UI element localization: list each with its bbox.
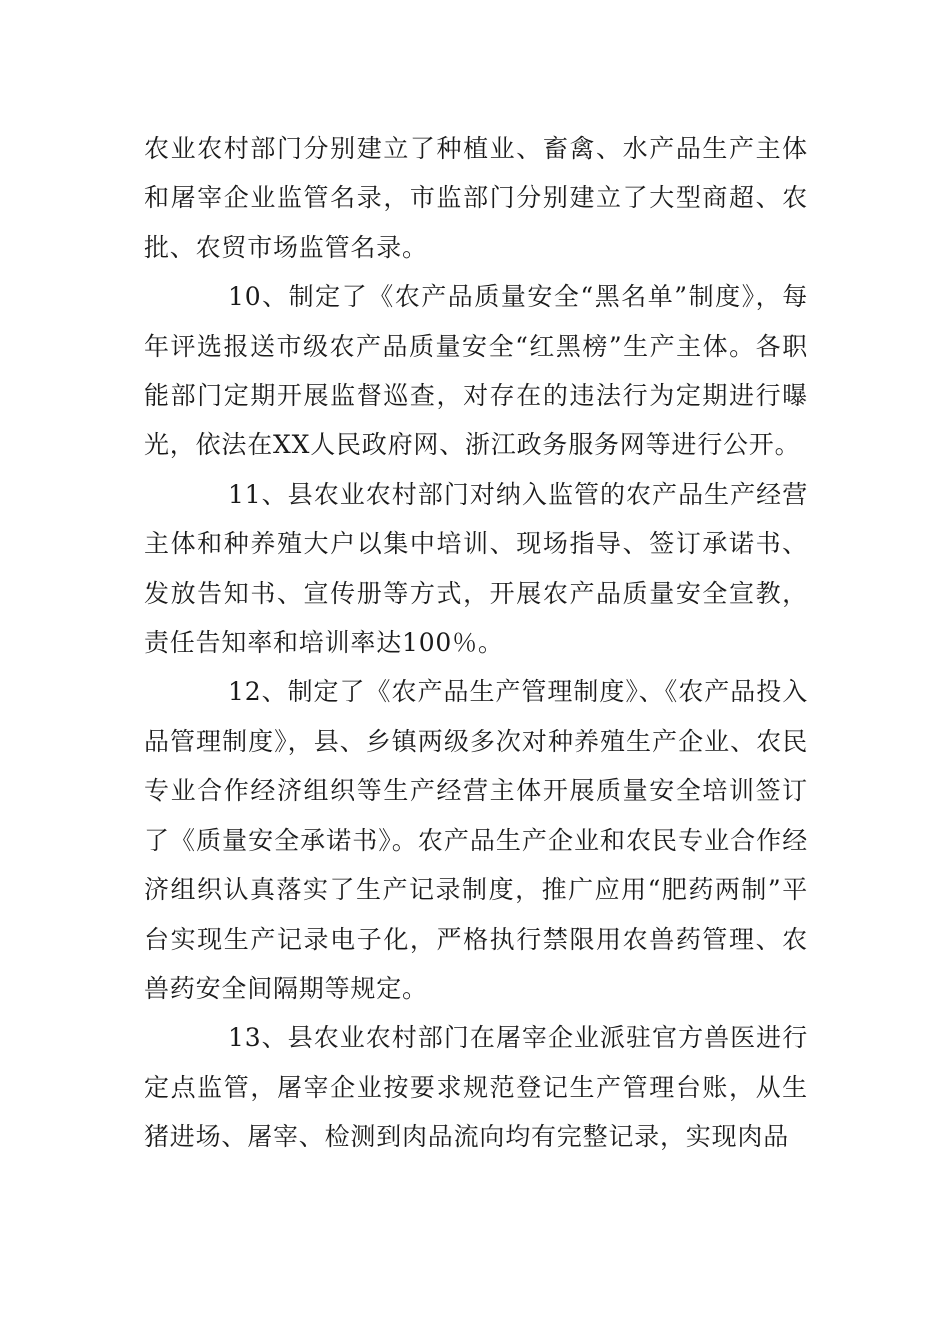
paragraph-continued: 农业农村部门分别建立了种植业、畜禽、水产品生产主体和屠宰企业监管名录，市监部门分别建立了大型商超、农批、农贸市场监管名录。 — [144, 134, 808, 262]
paragraph-10: 10、制定了《农产品质量安全“黑名单”制度》，每年评选报送市级农产品质量安全“红黑榜”生产主体。各职能部门定期开展监督巡查，对存在的违法行为定期进行曝光，依法在XX人民政府网、浙江政务服务网等进行公开。 — [144, 282, 808, 460]
paragraph-11: 11、县农业农村部门对纳入监管的农产品生产经营主体和种养殖大户以集中培训、现场指导、签订承诺书、发放告知书、宣传册等方式，开展农产品质量安全宣教，责任告知率和培训率达100％。 — [144, 479, 808, 658]
paragraph-13: 13、县农业农村部门在屠宰企业派驻官方兽医进行定点监管，屠宰企业按要求规范登记生产管理台账，从生猪进场、屠宰、检测到肉品流向均有完整记录，实现肉品 — [144, 1023, 808, 1152]
document-body — [144, 124, 808, 1162]
paragraph-12: 12、制定了《农产品生产管理制度》、《农产品投入品管理制度》，县、乡镇两级多次对种养殖生产企业、农民专业合作经济组织等生产经营主体开展质量安全培训签订了《质量安全承诺书》。农产品生产企业和农民专业合作经济组织认真落实了生产记录制度，推广应用“肥药两制”平台实现生产记录电子化，严格执行禁限用农兽药管理、农兽药安全间隔期等规定。 — [144, 677, 808, 1003]
